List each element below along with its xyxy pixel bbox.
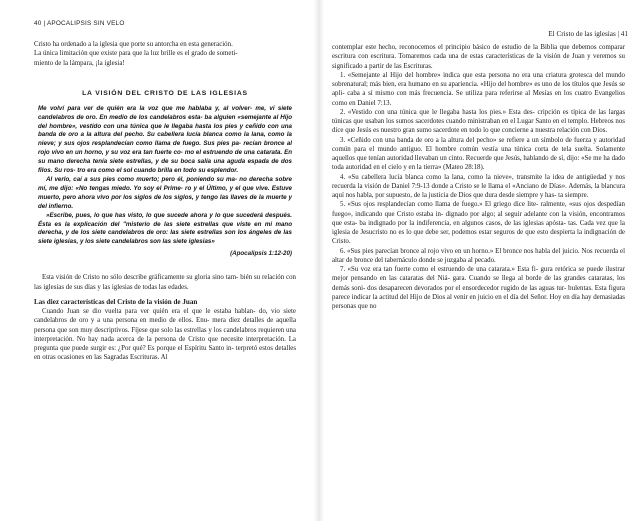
numbered-paragraph: 5. «Sus ojos resplandecían como llama de fuego.» El griego dice lite- ralmente, «sus ojos despedían fuego», indicando que Cristo estaba in- dignado por algo; al seguir adelante con la visión, encontramos que esta- ba indignado por la indiferencia, en algunos casos, de las iglesias apósta- tas. Cada vez que la iglesia de Jesucristo no es lo que debe ser, podemos estar seguros de que esto despierta la indignación de Cristo. xyxy=(332,201,625,246)
right-page xyxy=(319,0,638,521)
body-paragraph: contemplar este hecho, reconocemos el principio básico de estudio de la Biblia que debemos comparar escritura con escritura. Tomaremos cada una de estas características de la visión de Juan y veremos su significado a partir de las Escrituras. xyxy=(332,44,625,70)
scripture-quote: Me volví para ver de quién era la voz que me hablaba y, al volver- me, vi siete candelabros de oro. En medio de los candelabros esta- ba alguien «semejante al Hijo del hombre», vestido con una túnica que le llegaba hasta los pies y ceñido con una banda de oro a la altura del pecho. Su cabellera lucía blanca como la lana, como la nieve; y sus ojos resplandecían como llama de fuego. Sus pies pa- recían bronce al rojo vivo en un horno, y su voz era tan fuerte co- mo el estruendo de una catarata. En su mano derecha tenía siete estrellas, y de su boca salía una aguda espada de dos filos. Su ros- tro era como el sol cuando brilla en todo su esplendor. xyxy=(38,104,292,175)
intro-line: La única limitación que existe para que la luz brille es el grado de someti- xyxy=(34,50,238,58)
section-title: LA VISIÓN DEL CRISTO DE LAS IGLESIAS xyxy=(82,89,248,97)
numbered-paragraph: 3. «Ceñido con una banda de oro a la altura del pecho» se refiere a un símbolo de fuerza y autoridad común para el mundo antiguo. El hombre común vestía una túnica corta de tela suelta. Solamente aquellos que tenían autoridad llevaban un cinto. Recuerde que Jesús, hablando de sí, dijo: «Se me ha dado toda autoridad en el cielo y en la tierra» (Mateo 28:18). xyxy=(332,136,625,172)
numbered-paragraph: 1. «Semejante al Hijo del hombre» indica que esta persona no era una criatura grotesca del mundo sobrenatural; más bien, era humano en su apariencia. «Hijo del hombre» es uno de los títulos que Jesús se apli- caba a sí mismo con más frecuencia. Se utiliza para referirse al Mesías en los cuatro Evangelios como en Daniel 7:13. xyxy=(332,71,625,107)
running-header-right: El Cristo de las iglesias | 41 xyxy=(548,30,628,38)
scripture-quote: »Escribe, pues, lo que has visto, lo que sucede ahora y lo que sucederá después. Ésta es la explicación del "misterio de las siete estrellas que viste en mi mano derecha, y de los siete candelabros de oro: las siete estrellas son los ángeles de las siete iglesias, y los siete candelabros son las siete iglesias» xyxy=(38,211,292,246)
numbered-paragraph: 6. «Sus pies parecían bronce al rojo vivo en un horno.» El bronce nos habla del juicio. Nos recuerda el altar de bronce del tabernáculo donde se juzgaba al pecado. xyxy=(332,247,625,264)
numbered-paragraph: 7. «Su voz era tan fuerte como el estruendo de una catarata.» Esta fi- gura retórica se puede ilustrar mejor pensando en las cataratas del Niá- gara. Cuando se llega al borde de las grandes cataratas, los demás soni- dos desaparecen devorados por el ensordecedor rugido de las aguas tur- bulentas. Esta figura parece indicar la actitud del Hijo de Dios al venir en juicio en el día del Señor. Hoy en día hay demasiadas personas que no xyxy=(332,266,625,310)
left-text-column xyxy=(34,40,296,363)
right-text-column xyxy=(332,43,625,311)
scripture-quote: Al verlo, caí a sus pies como muerto; pero él, poniendo su ma- no derecha sobre mí, me dijo: «No tengas miedo. Yo soy el Prime- ro y el Último, y el que vive. Estuve muerto, pero ahora vivo por los siglos de los siglos, y tengo las llaves de la muerte y del infierno. xyxy=(38,176,292,210)
numbered-paragraph: 4. «Su cabellera lucía blanca como la lana, como la nieve», transmite la idea de antigüedad y nos recuerda la visión de Daniel 7:9-13 donde a Cristo se le llama el «Anciano de Días». Además, la blancura aquí nos habla, por supuesto, de la justicia de Dios que dura desde siempre y has- ta siempre. xyxy=(332,173,625,199)
subheading: Las diez características del Cristo de la visión de Juan xyxy=(34,297,198,306)
intro-line: Cristo ha ordenado a la iglesia que porte su antorcha en esta generación. xyxy=(34,41,233,48)
body-paragraph: Esta visión de Cristo no sólo describe gráficamente su gloria sino tam- bién su relación con las iglesias de sus días y las iglesias de todas las edades. xyxy=(34,274,296,291)
intro-line: miento de la lámpara, ¡la iglesia! xyxy=(34,59,125,67)
running-header-left: 40 | APOCALIPSIS SIN VELO xyxy=(34,20,125,27)
body-paragraph: Cuando Juan se dio vuelta para ver quién era el que le estaba hablan- do, vio siete candelabros de oro y a una persona en medio de ellos. Enu- mera diez detalles de aquella persona que son muy descriptivos. Fíjese que solo las estrellas y los candelabros requieren una interpretación. No hay nada acerca de la persona de Cristo que necesite interpretación. La pregunta que puede surgir es: ¿Por qué? Es porque el Espíritu Santo in- terpretó estos detalles en otras ocasiones en las Sagradas Escrituras. Al xyxy=(34,308,296,362)
numbered-paragraph: 2. «Vestido con una túnica que le llegaba hasta los pies.» Esta des- cripción es típica de las largas túnicas que usaban los sumos sacerdotes cuando ministraban en el Lugar Santo en el templo. Hebreos nos dice que Jesús es nuestro gran sumo sacerdote en todo lo que concierne a nuestra relación con Dios. xyxy=(332,108,625,135)
quote-reference: (Apocalipsis 1:12-20) xyxy=(230,250,292,258)
